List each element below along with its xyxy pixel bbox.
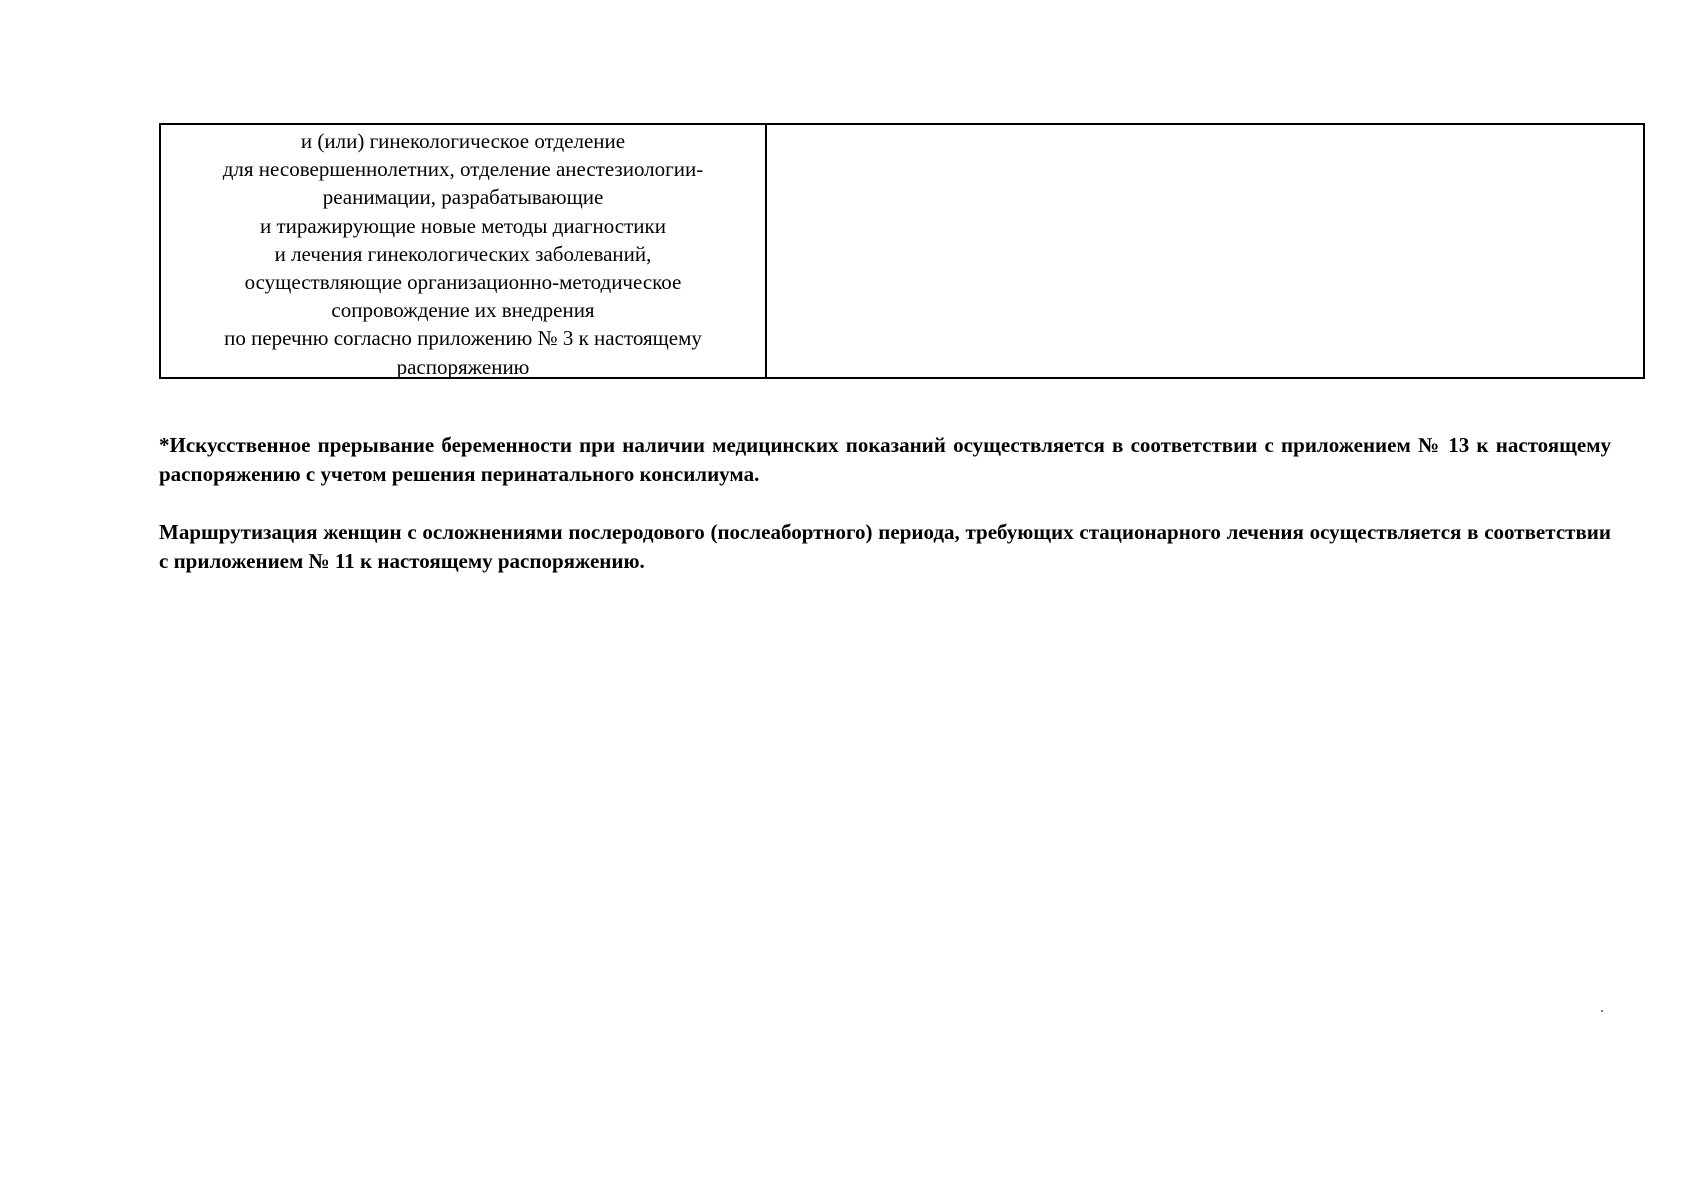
cell-text-line: распоряжению xyxy=(396,354,530,379)
table-cell-facility-description xyxy=(161,125,767,377)
routing-table-fragment xyxy=(159,123,1645,379)
cell-text-line: по перечню согласно приложению № 3 к настоящему xyxy=(224,326,702,351)
table-cell-empty xyxy=(767,125,1643,377)
cell-text-line: реанимации, разрабатывающие xyxy=(322,185,604,210)
scan-speck xyxy=(1601,1010,1603,1012)
abortion-footnote: *Искусственное прерывание беременности при наличии медицинских показаний осуществляется в соответствии с приложением № 13 к настоящему распоряжению с учетом решения перинатального консилиума. xyxy=(159,433,1611,486)
postpartum-routing-note: Маршрутизация женщин с осложнениями послеродового (послеабортного) периода, требующих стационарного лечения осуществляется в соответствии с приложением № 11 к настоящему распоряжению. xyxy=(159,520,1611,573)
cell-text-line: и лечения гинекологических заболеваний, xyxy=(274,241,652,266)
cell-text-line: для несовершеннолетних, отделение анестезиологии- xyxy=(222,157,704,182)
cell-text-line: осуществляющие организационно-методическое xyxy=(244,270,682,295)
cell-text-line: и (или) гинекологическое отделение xyxy=(300,129,626,153)
cell-text-line: сопровождение их внедрения xyxy=(331,298,595,323)
cell-text-line: и тиражирующие новые методы диагностики xyxy=(260,213,666,238)
